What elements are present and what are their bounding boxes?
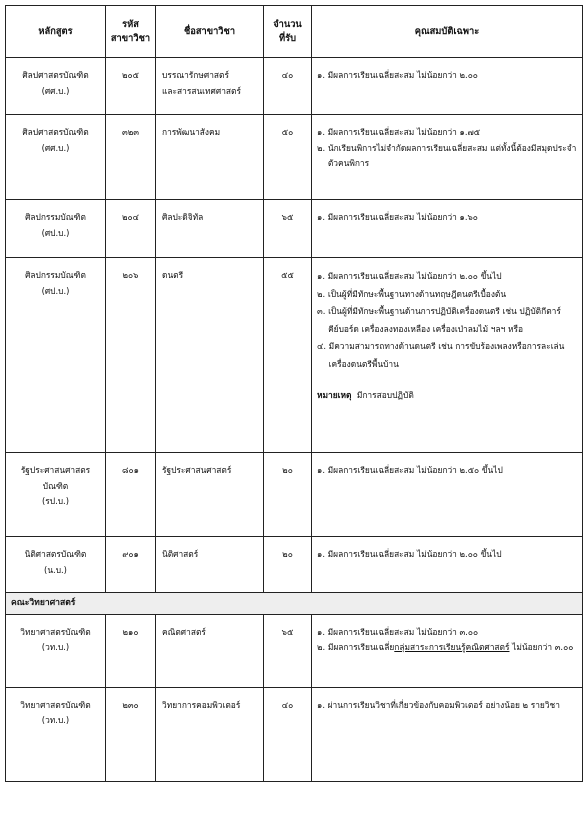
qualification-text-pre: มีผลการเรียนเฉลี่ย [327, 642, 395, 652]
program-cell: นิติศาสตรบัณฑิต (น.บ.) [6, 537, 106, 593]
qualification-text: มีผลการเรียนเฉลี่ยสะสม ไม่น้อยกว่า ๓.๐๐ [327, 626, 479, 637]
code-cell: ๒๐๕ [106, 58, 156, 115]
note-label: หมายเหตุ [317, 390, 352, 400]
code-cell: ๒๐๖ [106, 258, 156, 453]
admission-requirements-table [5, 5, 583, 782]
code-cell: ๒๓๐ [106, 687, 156, 781]
qualification-number: ๒. [317, 642, 328, 652]
major-cell: การพัฒนาสังคม [156, 115, 264, 200]
major-cell: บรรณารักษศาสตร์ และสารสนเทศศาสตร์ [156, 58, 264, 115]
qualification-item [317, 338, 578, 373]
qualification-item [317, 625, 578, 641]
program-cell: ศิลปกรรมบัณฑิต (ศป.บ.) [6, 200, 106, 258]
seats-cell: ๔๐ [264, 687, 312, 781]
qualification-text: มีผลการเรียนเฉลี่ยสะสม ไม่น้อยกว่า ๒.๐๐ [327, 70, 478, 80]
qualifications-cell [312, 453, 583, 537]
qualification-text: นักเรียนพิการไม่จำกัดผลการเรียนเฉลี่ยสะสม แต่ทั้งนี้ต้องมีสมุดประจำตัวคนพิการ [327, 142, 577, 168]
program-cell: วิทยาศาสตรบัณฑิต (วท.บ.) [6, 687, 106, 781]
seats-cell: ๒๐ [264, 537, 312, 593]
seats-cell: ๕๕ [264, 258, 312, 453]
admission-table-document [5, 5, 582, 815]
table-row [6, 200, 583, 258]
qualification-number: ๑. [317, 127, 328, 137]
program-cell: ศิลปศาสตรบัณฑิต (ศศ.บ.) [6, 58, 106, 115]
seats-cell: ๖๕ [264, 200, 312, 258]
table-row [6, 614, 583, 687]
qualifications-cell [312, 58, 583, 115]
qualification-number: ๑. [317, 70, 328, 80]
program-cell: รัฐประศาสนศาสตร บัณฑิต (รป.บ.) [6, 453, 106, 537]
seats-cell: ๖๕ [264, 614, 312, 687]
qualification-number: ๒. [317, 288, 328, 299]
qualification-item [317, 698, 578, 714]
faculty-section-row [6, 593, 583, 615]
qualification-number: ๒. [317, 142, 328, 153]
qualification-item [317, 640, 578, 656]
table-row [6, 115, 583, 200]
note-text: มีการสอบปฏิบัติ [356, 390, 414, 400]
qualification-item [317, 547, 578, 563]
header-qualifications: คุณสมบัติเฉพาะ [312, 6, 583, 58]
header-code: รหัส สาขาวิชา [106, 6, 156, 58]
qualifications-cell [312, 258, 583, 453]
faculty-label: คณะวิทยาศาสตร์ [6, 593, 583, 615]
code-cell: ๒๑๐ [106, 614, 156, 687]
qualification-item [317, 463, 578, 479]
qualification-item [317, 303, 578, 338]
seats-cell: ๕๐ [264, 115, 312, 200]
header-major: ชื่อสาขาวิชา [156, 6, 264, 58]
qualification-item [317, 125, 578, 141]
program-cell: ศิลปศาสตรบัณฑิต (ศศ.บ.) [6, 115, 106, 200]
qualification-item [317, 268, 578, 286]
header-program: หลักสูตร [6, 6, 106, 58]
table-row [6, 58, 583, 115]
program-cell: วิทยาศาสตรบัณฑิต (วท.บ.) [6, 614, 106, 687]
seats-cell: ๒๐ [264, 453, 312, 537]
qualification-item [317, 68, 578, 84]
qualification-text-post: ไม่น้อยกว่า ๓.๐๐ [512, 642, 574, 652]
table-row [6, 258, 583, 453]
qualification-text: มีผลการเรียนเฉลี่ยสะสม ไม่น้อยกว่า ๒.๐๐ ขึ้นไป [327, 271, 502, 281]
major-cell: วิทยาการคอมพิวเตอร์ [156, 687, 264, 781]
qualification-text: มีผลการเรียนเฉลี่ยสะสม ไม่น้อยกว่า ๑.๗๕ [327, 127, 481, 137]
qualification-number: ๑. [317, 699, 328, 710]
qualification-number: ๓. [317, 306, 329, 316]
qualification-text-underlined: กลุ่มสาระการเรียนรู้คณิตศาสตร์ [394, 642, 510, 652]
code-cell: ๓๒๓ [106, 115, 156, 200]
major-cell: รัฐประศาสนศาสตร์ [156, 453, 264, 537]
qualification-item [317, 286, 578, 304]
table-header-row [6, 6, 583, 58]
header-seats: จำนวน ที่รับ [264, 6, 312, 58]
qualifications-cell [312, 115, 583, 200]
qualification-text: มีความสามารถทางด้านดนตรี เช่น การขับร้องเพลงหรือการละเล่นเครื่องดนตรีพื้นบ้าน [328, 341, 565, 369]
qualification-number: ๑. [317, 626, 328, 637]
qualification-number: ๔. [317, 341, 329, 351]
major-cell: นิติศาสตร์ [156, 537, 264, 593]
qualification-text: มีผลการเรียนเฉลี่ยสะสม ไม่น้อยกว่า ๒.๐๐ ขึ้นไป [327, 549, 502, 559]
qualification-item [317, 210, 578, 226]
major-cell: คณิตศาสตร์ [156, 614, 264, 687]
qualification-item [317, 141, 578, 172]
qualification-text: มีผลการเรียนเฉลี่ยสะสม ไม่น้อยกว่า ๒.๕๐ ขึ้นไป [327, 465, 503, 475]
qualification-text: เป็นผู้ที่มีทักษะพื้นฐานทางด้านทฤษฎีดนตรีเบื้องต้น [327, 288, 507, 299]
qualification-text: เป็นผู้ที่มีทักษะพื้นฐานด้านการปฏิบัติเครื่องดนตรี เช่น ปฏิบัติกีตาร์ คีย์บอร์ด เครื่องลงทองเหลือง เครื่องเป่าลมไม้ ฯลฯ หรือ [328, 306, 561, 334]
qualifications-cell [312, 200, 583, 258]
qualification-number: ๑. [317, 212, 328, 222]
qualification-text: มีผลการเรียนเฉลี่ยสะสม ไม่น้อยกว่า ๑.๖๐ [327, 212, 478, 222]
code-cell: ๒๐๔ [106, 200, 156, 258]
table-row [6, 537, 583, 593]
program-cell: ศิลปกรรมบัณฑิต (ศป.บ.) [6, 258, 106, 453]
qualification-text [328, 640, 578, 656]
table-row [6, 687, 583, 781]
qualification-number: ๑. [317, 271, 328, 281]
seats-cell: ๔๐ [264, 58, 312, 115]
code-cell: ๘๐๑ [106, 453, 156, 537]
qualification-number: ๑. [317, 465, 328, 475]
qualifications-cell [312, 537, 583, 593]
qualification-number: ๑. [317, 549, 328, 559]
code-cell: ๙๐๑ [106, 537, 156, 593]
major-cell: ดนตรี [156, 258, 264, 453]
major-cell: ศิลปะดิจิทัล [156, 200, 264, 258]
qualification-text: ผ่านการเรียนวิชาที่เกี่ยวข้องกับคอมพิวเตอร์ อย่างน้อย ๒ รายวิชา [327, 699, 560, 710]
qualifications-cell [312, 614, 583, 687]
table-row [6, 453, 583, 537]
qualifications-cell [312, 687, 583, 781]
note [317, 387, 578, 405]
